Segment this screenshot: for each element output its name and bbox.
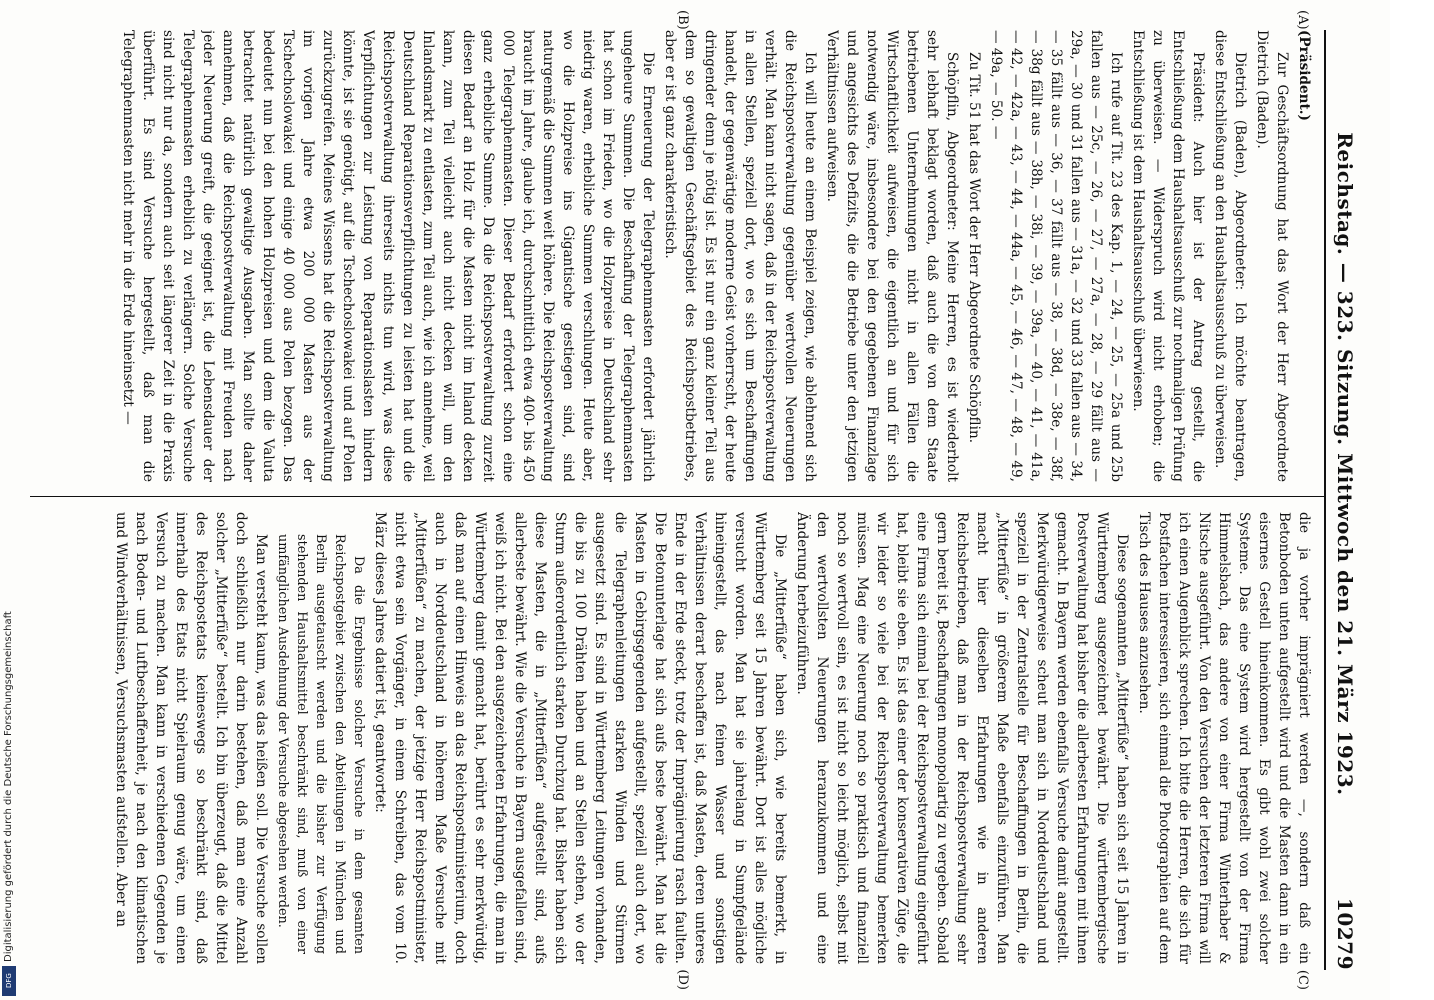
speaker-president-label: (Präsident.) [1296, 30, 1312, 121]
paragraph: die ja vorher imprägniert werden —, sondern daß ein Betonboden unten aufgestellt wird und die Masten dann in ein eisernes Gestell hineinkommen. Es gibt wohl zwei solcher Systeme. Das eine System wird hergestellt von der Firma Himmelsbach, das andere von einer Firma Winterhaber & Nitsche ausgeführt. Von den Versuchen der letzteren Firma will ich einen Augenblick sprechen. Ich bitte die Herren, die sich für Postfachen interessieren, sich einmal die Photographien auf dem Tisch des Hauses anzusehen. [1136, 512, 1312, 964]
column-divider [30, 496, 1326, 497]
margin-mark-a: (A) [1295, 10, 1310, 30]
dfg-logo-icon: DFG [2, 966, 16, 996]
paragraph: Dietrich (Baden), Abgeordneter: Ich möchte beantragen, diese Entschließung an den Haushaltsausschuß zu überweisen. [1212, 30, 1248, 482]
digitization-credit [0, 0, 18, 1000]
paragraph: Diese sogenannten „Mitterfüße“ haben sich seit 15 Jahren in Württemberg ausgezeichnet bewährt. Die württembergische Postverwaltung hat bisher die allerbesten Erfahrungen mit ihnen gemacht. In Bayern werden ebenfalls Versuche damit angestellt. Merkwürdigerweise scheut man sich in Norddeutschland und speziell in der Zentralstelle für Beschaffungen in Berlin, die „Mitterfüße“ in größerem Maße ebenfalls einzuführen. Man macht hier dieselben Erfahrungen wie in anderen Reichsbetrieben, daß man in der Reichspostverwaltung sehr gern bereit ist, Beschaffungen monopolartig zu vergeben. Sobald eine Firma sich einmal bei der Reichspostverwaltung eingeführt hat, bleibt sie eben. Es ist das einer der konservativen Züge, die wir leider so viele bei der Reichspostverwaltung bemerken müssen. Mag eine Neuerung noch so praktisch und finanziell noch so wertvoll sein, es ist nicht so leicht möglich, selbst mit den wertvollsten Neuerungen heranzukommen und eine Änderung herbeizuführen. [794, 512, 1130, 964]
block-quote: Da die Ergebnisse solcher Versuche in dem gesamten Reichspostgebiet zwischen den Abteilungen in München und Berlin ausgetauscht werden und die bisher zur Verfügung stehenden Haushaltsmittel beschränkt sind, muß von einer umfänglichen Ausdehnung der Versuche abgesehen werden. [275, 534, 366, 954]
running-title: Reichstag. — 323. Sitzung. Mittwoch den 21. März 1923. [1333, 132, 1357, 796]
right-column [30, 512, 1314, 964]
page-header [1328, 30, 1362, 970]
paragraph: Zur Geschäftsordnung hat das Wort der Herr Abgeordnete Dietrich (Baden). [1254, 30, 1290, 482]
paragraph: Zu Tit. 51 hat das Wort der Herr Abgeordnete Schöpflin. [966, 52, 982, 444]
paragraph: Ich rufe auf Tit. 23 des Kap. 1, — 24, — 25, — 25a und 25b fallen aus — 25c, — 26, — 27, — 27a, — 28, — 29 fällt aus — 29a, — 30 und 31 fallen aus — 31a, — 32 und 33 fallen aus — 34, — 35 fällt aus — 36, — 37 fällt aus — 38, — 38d, — 38e, — 38f, — 38g fällt aus — 38h, — 38i, — 39, — 39a, — 40, — 41, — 41a, — 42, — 42a, — 43, — 44, — 44a, — 45, — 46, — 47, — 48, — 49, — 49a, — 50. — [988, 30, 1124, 482]
paragraph: Man versteht kaum, was das heißen soll. Die Versuche sollen doch schließlich nur darin bestehen, daß man eine Anzahl solcher „Mitterfüße“ bestellt. Ich bin überzeugt, daß die Mittel des Reichspostetats keineswegs so beschränkt sind, daß innerhalb des Etats nicht Spielraum genug wäre, um einen Versuch zu machen. Man kann in verschiedenen Gegenden je nach Boden- und Luftbeschaffenheit, je nach den klimatischen und Windverhältnissen, Versuchsmasten aufstellen. Aber an [113, 512, 269, 964]
margin-mark-d: (D) [675, 969, 690, 990]
paragraph: Präsident: Auch hier ist der Antrag gestellt, die Entschließung dem Haushaltsausschuß zur nochmaligen Prüfung zu überweisen. — Widerspruch wird nicht erhoben; die Entschließung ist dem Haushaltsausschuß überwiesen. [1130, 30, 1206, 482]
margin-mark-c: (C) [1295, 969, 1310, 990]
margin-mark-b: (B) [675, 10, 690, 30]
header-rule [1324, 30, 1326, 970]
page-number: 10279 [1333, 897, 1357, 970]
paragraph: Ich will heute an einem Beispiel zeigen, wie ablehnend sich die Reichspostverwaltung gegenüber wertvollen Neuerungen verhält. Man kann nicht sagen, daß in der Reichspostverwaltung in allen Stellen, speziell dort, wo es sich um Beschaffungen handelt, der gegenwärtige moderne Geist vorherrscht, der heute dringender denn je nötig ist. Es ist nur ein ganz kleiner Teil aus dem so gewaltigen Geschäftsgebiet des Reichspostbetriebes, aber er ist ganz charakteristisch. [662, 30, 818, 482]
credit-text: Digitalisierung gefördert durch die Deutsche Forschungsgemeinschaft [3, 611, 14, 962]
left-column [30, 30, 1314, 482]
paragraph: Schöpflin, Abgeordneter: Meine Herren, es ist wiederholt sehr lebhaft beklagt worden, daß auch die von dem Staate betriebenen Unternehmungen nicht in allen Fällen die Wirtschaftlichkeit aufweisen, die eigentlich an und für sich notwendig wäre, insbesondere bei den gegebenen Finanzlage und angesichts des Defizits, die die Betriebe unter den jetzigen Verhältnissen aufweisen. [824, 30, 960, 482]
paragraph: Die Erneuerung der Telegraphenmasten erfordert jährlich ungeheure Summen. Die Beschaffung der Telegraphenmasten hat schon im Frieden, wo die Holzpreise in Deutschland sehr niedrig waren, erhebliche Summen verschlungen. Heute aber, wo die Holzpreise ins Gigantische gestiegen sind, sind naturgemäß die Summen weit höhere. Die Reichspostverwaltung braucht im Jahre, glaube ich, durchschnittlich etwa 400- bis 450 000 Telegraphenmasten. Dieser Bedarf erfordert schon eine ganz erhebliche Summe. Da die Reichspostverwaltung zurzeit diesen Bedarf an Holz für die Masten nicht im Inland decken kann, zum Teil vielleicht auch nicht decken will, um den Inlandsmarkt zu entlasten, zum Teil auch, wie ich annehme, weil Deutschland Reparationsverpflichtungen zu leisten hat und die Reichspostverwaltung ihrerseits nichts tun wird, was diese Verpflichtungen zur Leistung von Reparationslasten hindern könnte, ist sie genötigt, auf die Tschechoslowakei und auf Polen zurückzugreifen. Meines Wissens hat die Reichspostverwaltung im vorigen Jahre etwa 200 000 Masten aus der Tschechoslowakei und einige 40 000 aus Polen bezogen. Das bedeutet nun bei den hohen Holzpreisen und dem die Valuta betrachtet natürlich gewaltige Ausgaben. Man sollte daher annehmen, daß die Reichspostverwaltung mit Freuden nach jeder Neuerung greift, die geeignet ist, die Lebensdauer der Telegraphenmasten erheblich zu verlängern. Solche Versuche sind nicht nur da, sondern auch seit längerer Zeit in die Praxis überführt. Es sind Versuche hergestellt, daß man die Telegraphenmasten nicht mehr in die Erde hineinsetzt — [120, 30, 656, 482]
paragraph: Die „Mitterfüße“ haben sich, wie bereits bemerkt, in Württemberg seit 15 Jahren bewährt. Dort ist alles mögliche versucht worden. Man hat sie jahrelang in Sumpfgelände hineingestellt, das nach feinen Wasser und sonstigen Verhältnissen derart beschaffen ist, daß Masten, deren unteres Ende in der Erde steckt, trotz der Imprägnierung rasch faulten. Die Betonunterlage hat sich aufs beste bewährt. Man hat die Masten in Gebirgsgegenden aufgestellt, speziell auch dort, wo die Telegraphenleitungen starken Winden und Stürmen ausgesetzt sind. Es sind in Württemberg Leitungen vorhanden, die bis zu 100 Drähten haben und an Stellen stehen, wo der Sturm außerordentlich starken Durchzug hat. Bisher haben sich diese Masten, die in „Mitterfüßen“ aufgestellt sind, aufs allerbeste bewährt. Wie die Versuche in Bayern ausgefallen sind, weiß ich nicht. Bei den ausgezeichneten Erfahrungen, die man in Württemberg damit gemacht hat, berührt es sehr merkwürdig, daß man auf einen Hinweis an das Reichspostministerium, doch auch in Norddeutschland in höherem Maße Versuche mit „Mitterfüßen“ zu machen, der jetzige Herr Reichspostminister, nicht etwa sein Vorgänger, in einem Schreiben, das vom 10. März dieses Jahres datiert ist, geantwortet: [372, 512, 788, 964]
